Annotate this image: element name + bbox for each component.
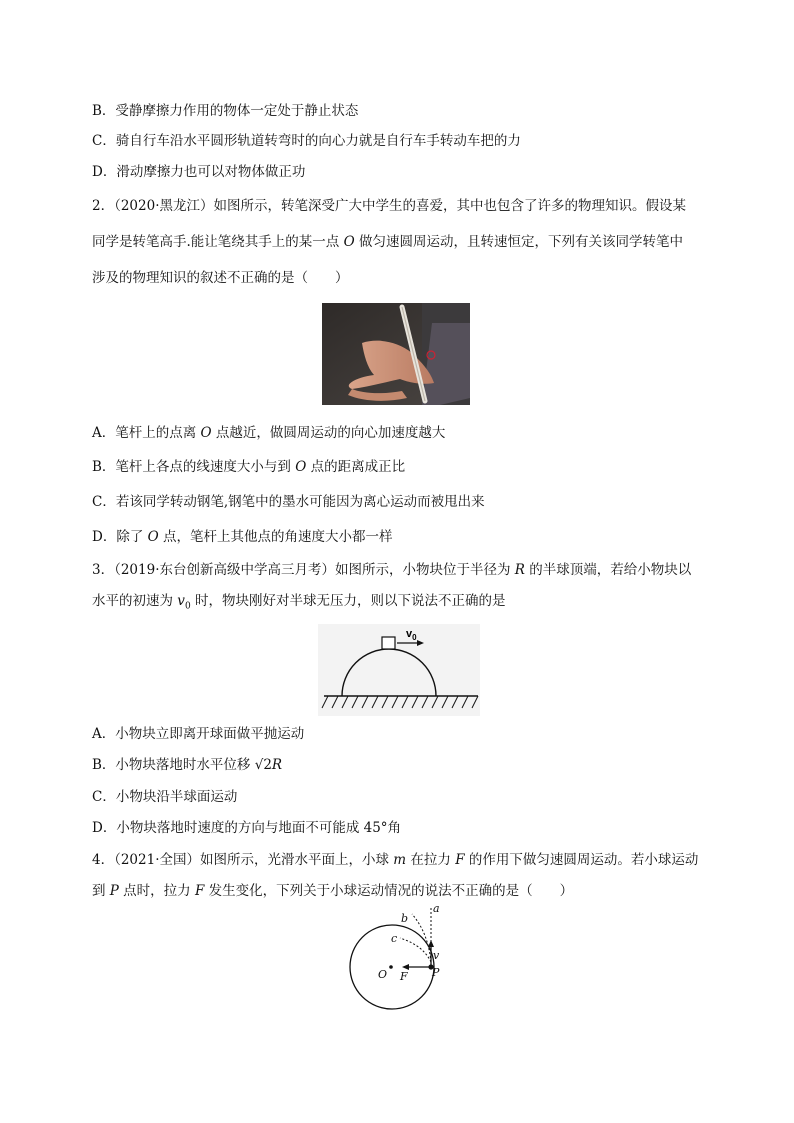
q2-option-a-b: 点越近，做圆周运动的向心加速度越大	[211, 425, 446, 441]
q2-option-c: C．若该同学转动钢笔,钢笔中的墨水可能因为离心运动而被甩出来	[92, 494, 485, 510]
q3-stem-line2-a: 水平的初速为	[92, 593, 178, 609]
q4-stem-line1-c: 的作用下做匀速圆周运动。若小球运动	[464, 852, 699, 868]
q2-option-a-o: O	[200, 425, 212, 441]
label-f: F	[400, 970, 408, 983]
q3-option-b-a: B．小物块落地时水平位移	[92, 757, 255, 773]
q2-stem-line2-a: 同学是转笔高手.能让笔绕其手上的某一点	[92, 234, 344, 250]
label-o: O	[378, 968, 388, 981]
q2-stem-line3: 涉及的物理知识的叙述不正确的是（ ）	[92, 270, 349, 286]
path-c	[400, 938, 431, 962]
q2-option-d	[92, 527, 393, 547]
q2-option-b-a: B．笔杆上各点的线速度大小与到	[92, 459, 296, 475]
q3-stem-line2	[92, 591, 505, 617]
q4-stem-line2-b: 点时，拉力	[118, 883, 195, 899]
q2-option-a	[92, 423, 445, 443]
q4-stem-line2-a: 到	[92, 883, 110, 899]
q2-option-d-o: O	[147, 529, 159, 545]
q4-force-f: F	[455, 852, 465, 868]
q3-option-d: D．小物块落地时速度的方向与地面不可能成 45°角	[92, 820, 402, 836]
q3-option-b-r: R	[271, 757, 283, 773]
pen-spinning-photo	[322, 303, 470, 405]
q2-stem-line2	[92, 232, 683, 252]
center-point	[389, 965, 393, 969]
label-c: c	[391, 932, 398, 945]
q2-option-b-o: O	[295, 459, 307, 475]
q4-stem-line2	[92, 881, 573, 901]
q2-option-a-a: A．笔杆上的点离	[92, 425, 201, 441]
label-b: b	[401, 912, 409, 925]
q1-option-d: D．滑动摩擦力也可以对物体做正功	[92, 164, 306, 180]
q3-stem-line2-b: 时，物块刚好对半球无压力，则以下说法不正确的是	[190, 593, 506, 609]
q4-stem-line2-c: 发生变化，下列关于小球运动情况的说法不正确的是（ ）	[204, 883, 574, 899]
label-p: P	[432, 966, 440, 979]
q1-option-b: B．受静摩擦力作用的物体一定处于静止状态	[92, 103, 359, 119]
q2-option-b-b: 点的距离成正比	[306, 459, 406, 475]
q4-stem-line1-b: 在拉力	[406, 852, 456, 868]
q3-option-b-sqrt: √2	[254, 757, 272, 773]
q4-stem-line1-a: 4．（2021·全国）如图所示，光滑水平面上，小球	[92, 852, 394, 868]
small-block	[382, 637, 395, 649]
q2-stem-line1: 2．（2020·黑龙江）如图所示，转笔深受广大中学生的喜爱，其中也包含了许多的物理知识。假设某	[92, 198, 686, 214]
q3-stem-line1-b: 的半球顶端，若给小物块以	[524, 562, 692, 578]
q2-point-o: O	[343, 234, 355, 250]
q4-point-p: P	[109, 883, 119, 899]
q2-option-d-a: D．除了	[92, 529, 148, 545]
q3-option-a: A．小物块立即离开球面做平抛运动	[92, 726, 305, 742]
circular-motion-diagram	[340, 902, 448, 1012]
q2-option-d-b: 点，笔杆上其他点的角速度大小都一样	[158, 529, 393, 545]
q2-stem-line2-b: 做匀速圆周运动，且转速恒定，下列有关该同学转笔中	[354, 234, 683, 250]
q3-stem-line1	[92, 560, 691, 580]
hemisphere-diagram	[318, 624, 480, 716]
q3-velocity-v: v	[177, 593, 185, 609]
q1-option-c: C．骑自行车沿水平圆形轨道转弯时的向心力就是自行车手转动车把的力	[92, 133, 521, 149]
velocity-label: $v_0$	[406, 628, 417, 642]
label-v: v	[433, 949, 440, 962]
q2-option-b	[92, 457, 405, 477]
q4-stem-line1	[92, 850, 698, 870]
q3-stem-line1-a: 3．（2019·东台创新高级中学高三月考）如图所示，小物块位于半径为	[92, 562, 515, 578]
q4-force-f2: F	[194, 883, 205, 899]
q3-option-b	[92, 755, 282, 775]
q3-option-c: C．小物块沿半球面运动	[92, 789, 238, 805]
q4-mass-m: m	[393, 852, 407, 868]
q3-velocity-sub: 0	[184, 601, 191, 612]
label-a: a	[433, 902, 440, 915]
q3-radius-r: R	[514, 562, 525, 578]
